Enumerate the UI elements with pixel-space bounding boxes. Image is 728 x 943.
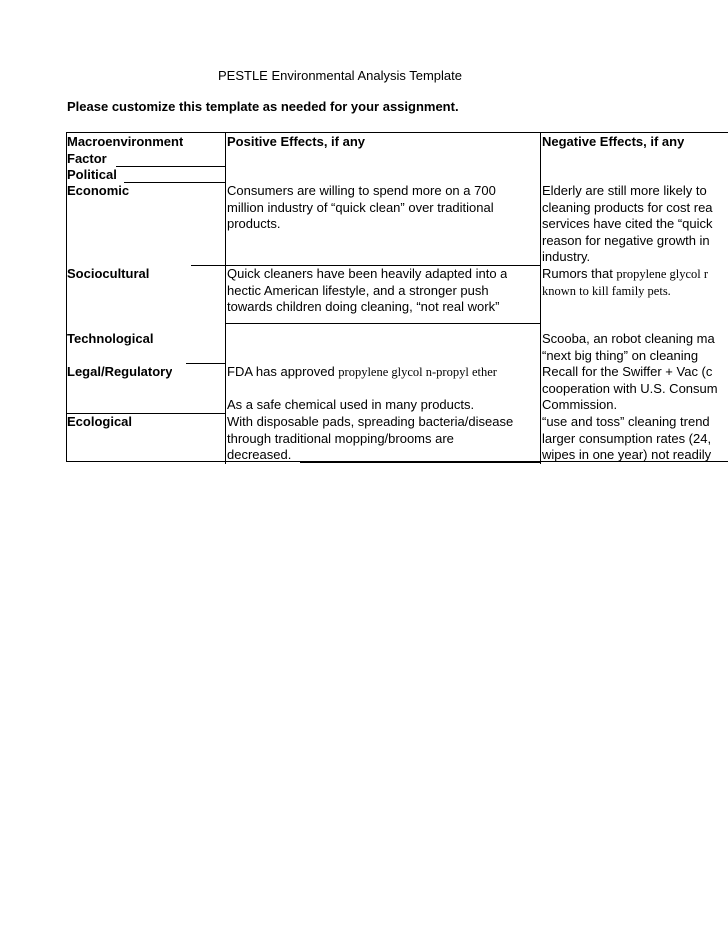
row-divider — [116, 166, 225, 167]
sociocultural-positive-line: hectic American lifestyle, and a stronger push — [227, 282, 489, 298]
row-divider — [124, 182, 225, 183]
economic-positive-line: Consumers are willing to spend more on a 700 — [227, 183, 496, 198]
factor-legal-regulatory: Legal/Regulatory — [67, 364, 173, 379]
economic-negative-line: services have cited the “quick — [542, 216, 713, 231]
sociocultural-negative-serif: propylene glycol r — [616, 267, 709, 281]
technological-negative-line: Scooba, an robot cleaning ma — [542, 331, 715, 346]
sociocultural-positive-line: towards children doing cleaning, “not real work” — [227, 299, 500, 314]
sociocultural-negative-line — [542, 266, 708, 283]
sociocultural-negative-prefix: Rumors that — [542, 266, 617, 281]
instruction-text: Please customize this template as needed for your assignment. — [67, 99, 459, 114]
sociocultural-positive-line: Quick cleaners have been heavily adapted into a — [227, 266, 508, 281]
header-factor-line2: Factor — [67, 150, 107, 166]
ecological-positive-line: through traditional mopping/brooms are — [227, 430, 454, 446]
column-divider-1 — [225, 132, 226, 464]
column-divider-2 — [540, 132, 541, 464]
header-factor-line1: Macroenvironment — [67, 134, 184, 149]
header-positive: Positive Effects, if any — [227, 134, 365, 149]
legal-negative-line: Commission. — [542, 397, 618, 412]
technological-negative-line: “next big thing” on cleaning — [542, 347, 699, 363]
economic-negative-line: industry. — [542, 249, 591, 264]
pestle-table — [66, 132, 728, 464]
economic-negative-line: Elderly are still more likely to — [542, 183, 707, 198]
legal-positive-line — [227, 364, 497, 381]
ecological-negative-line: “use and toss” cleaning trend — [542, 414, 710, 429]
ecological-negative-line: wipes in one year) not readily — [542, 447, 712, 462]
ecological-negative-line: larger consumption rates (24, — [542, 430, 712, 446]
row-divider — [186, 363, 225, 364]
legal-positive-serif: propylene glycol n-propyl ether — [338, 365, 497, 379]
economic-positive-line: million industry of “quick clean” over traditional — [227, 199, 494, 215]
factor-sociocultural: Sociocultural — [67, 266, 150, 281]
row-divider — [226, 323, 540, 324]
sociocultural-negative-line: known to kill family pets. — [542, 283, 671, 298]
legal-positive-line: As a safe chemical used in many products. — [227, 397, 475, 412]
economic-positive-line: products. — [227, 216, 281, 231]
ecological-positive-line: decreased. — [227, 447, 292, 462]
legal-negative-line: cooperation with U.S. Consum — [542, 380, 718, 396]
page-title: PESTLE Environmental Analysis Template — [218, 68, 462, 83]
row-divider — [300, 462, 540, 463]
factor-technological: Technological — [67, 331, 154, 346]
factor-economic: Economic — [67, 183, 130, 198]
legal-negative-line: Recall for the Swiffer + Vac (c — [542, 364, 713, 379]
ecological-positive-line: With disposable pads, spreading bacteria/disease — [227, 414, 514, 429]
economic-negative-line: reason for negative growth in — [542, 232, 710, 248]
header-negative: Negative Effects, if any — [542, 134, 685, 149]
legal-positive-prefix: FDA has approved — [227, 364, 339, 379]
row-divider — [191, 265, 225, 266]
factor-political: Political — [67, 167, 117, 182]
factor-ecological: Ecological — [67, 414, 133, 429]
economic-negative-line: cleaning products for cost rea — [542, 199, 713, 215]
